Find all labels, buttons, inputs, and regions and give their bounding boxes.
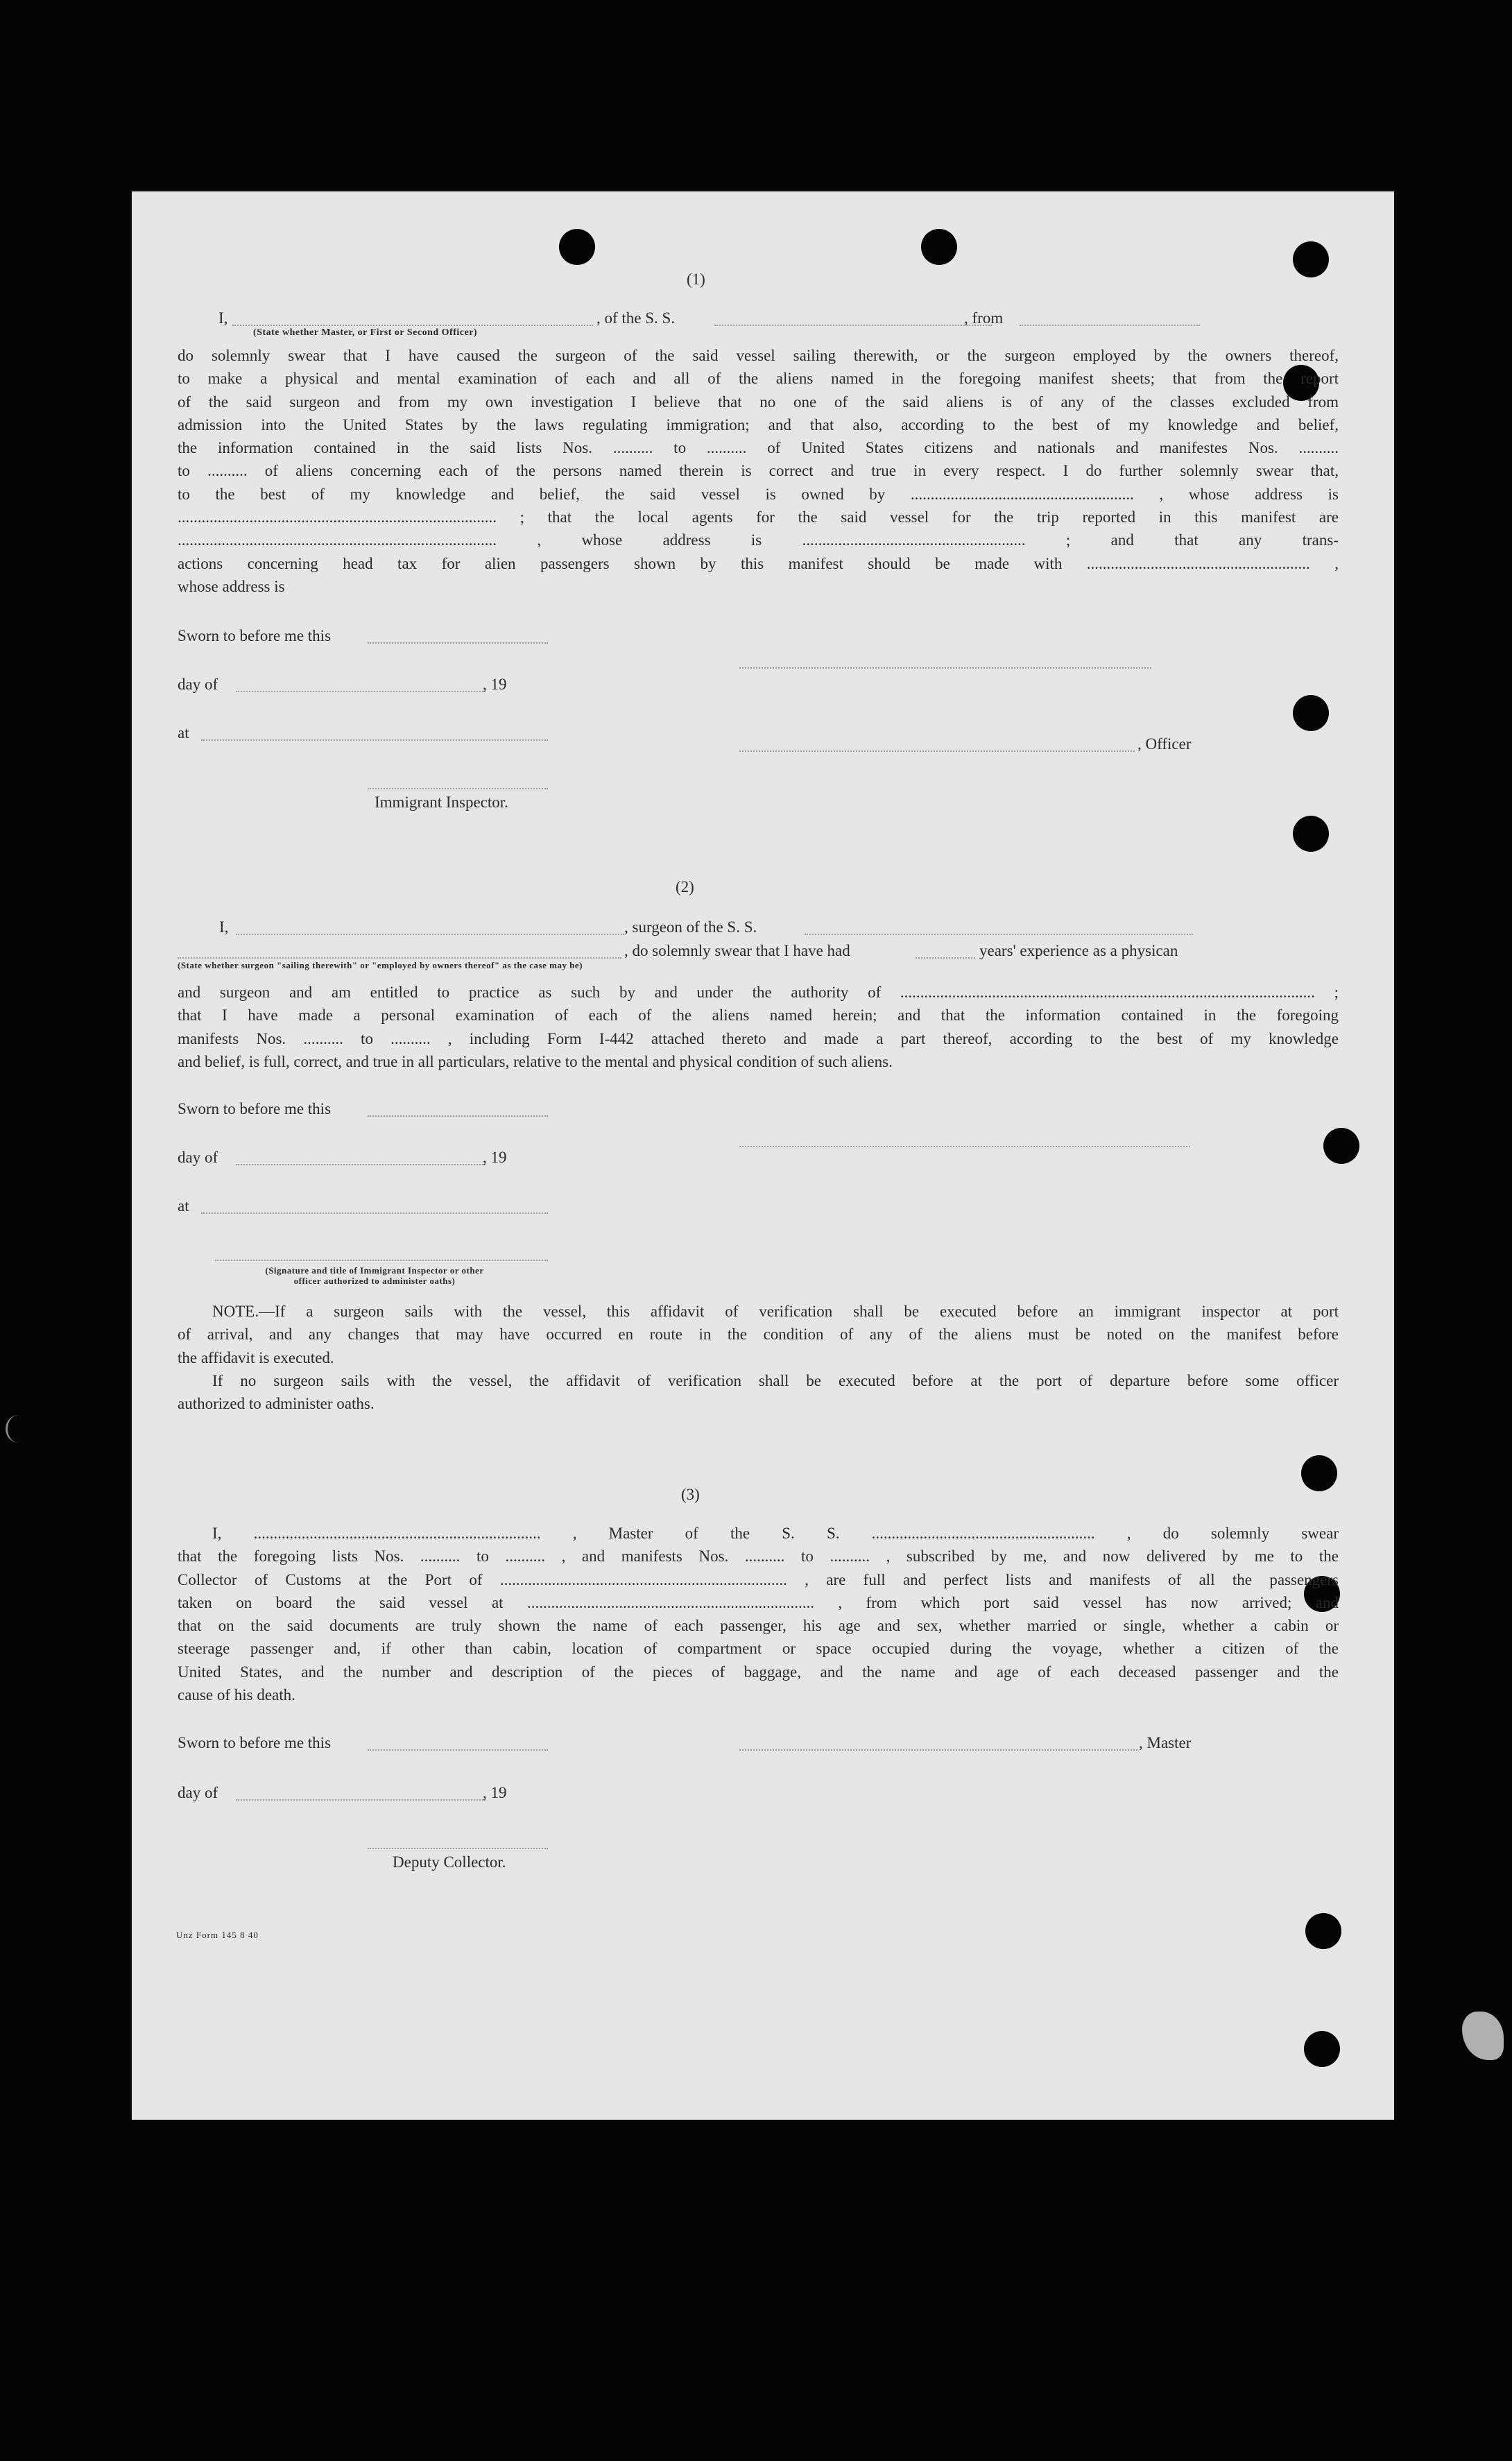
sworn-label: Sworn to before me this — [178, 1100, 332, 1117]
margin-mark — [6, 1415, 31, 1443]
body-line: the information contained in the said lists Nos. .......... to .......... of United States citizens and nationals and manifestes Nos. .......... — [178, 439, 1339, 457]
signature-note-line: (Signature and title of Immigrant Inspector or other — [265, 1265, 484, 1276]
day-of-label: day of — [178, 1784, 218, 1801]
body-line: to the best of my knowledge and belief, the said vessel is owned by ........................................................ , whose address is — [178, 485, 1339, 503]
year-label: , 19 — [483, 1784, 507, 1801]
master-signature-line — [739, 1749, 1137, 1751]
body-line: to make a physical and mental examination of each and all of the aliens named in the foregoing manifest sheets; that from the report — [178, 370, 1339, 388]
body-line: that the foregoing lists Nos. .......... to .......... , and manifests Nos. .......... to .......... , subscribed by me, and now delivered by me to the — [178, 1547, 1339, 1566]
at-label: at — [178, 724, 189, 741]
surgeon-name-field — [236, 934, 624, 935]
body-line: admission into the United States by the laws regulating immigration; and that also, according to the best of my knowledge and belief, — [178, 415, 1339, 434]
body-line: do solemnly swear that I have caused the surgeon of the said vessel sailing therewith, or the surgeon employed by the owners thereof, — [178, 347, 1339, 364]
body-line: ................................................................................ , whose address is ........................................................ ; and that any trans- — [178, 531, 1339, 549]
surgeon-of-label: , surgeon of the S. S. — [624, 918, 757, 936]
signature-note-line: officer authorized to administer oaths) — [293, 1276, 456, 1286]
sworn-field — [368, 642, 548, 644]
body-line: Collector of Customs at the Port of ........................................................................ , are full and perfect lists and manifests of all the passengers — [178, 1570, 1339, 1588]
note-line: of arrival, and any changes that may have occurred en route in the condition of any of the aliens must be noted on the manifest before — [178, 1326, 1339, 1344]
body-line: whose address is — [178, 577, 285, 595]
body-line: manifests Nos. .......... to .......... , including Form I-442 attached thereto and made a part thereof, according to the best of my knowledge — [178, 1029, 1339, 1047]
body-line: taken on board the said vessel at ........................................................................ , from which port said vessel has now arrived; and — [178, 1593, 1339, 1611]
at-label: at — [178, 1197, 189, 1215]
punch-hole — [1293, 241, 1329, 277]
section-2-body — [178, 981, 1339, 1073]
swear-label: , do solemnly swear that I have had — [624, 942, 850, 959]
punch-hole — [559, 229, 595, 265]
body-line: United States, and the number and description of the pieces of baggage, and the name and age of each deceased passenger and the — [178, 1663, 1339, 1681]
deputy-signature-line — [368, 1848, 548, 1849]
section-1-opening: I, — [218, 309, 228, 327]
body-line: cause of his death. — [178, 1686, 295, 1704]
year-label: , 19 — [483, 1149, 507, 1166]
body-line: actions concerning head tax for alien passengers shown by this manifest should be made with ........................................................ , — [178, 554, 1339, 572]
day-of-label: day of — [178, 676, 218, 693]
document-page — [132, 191, 1394, 2120]
signature-note — [201, 1265, 548, 1286]
inspector-label: Immigrant Inspector. — [375, 794, 508, 811]
signature-line — [739, 667, 1151, 669]
note-line: NOTE.—If a surgeon sails with the vessel, this affidavit of verification shall be executed before an immigrant inspector at port — [212, 1303, 1339, 1320]
note-line: If no surgeon sails with the vessel, the affidavit of verification shall be executed before at the port of departure before some officer — [212, 1371, 1339, 1389]
punch-hole — [1293, 695, 1329, 731]
body-line: of the said surgeon and from my own investigation I believe that no one of the said aliens is of any of the classes excluded from — [178, 393, 1339, 411]
section-3-number: (3) — [681, 1486, 700, 1503]
punch-hole — [1323, 1128, 1359, 1164]
body-line: and belief, is full, correct, and true in all particulars, relative to the mental and physical condition of such aliens. — [178, 1052, 893, 1070]
section-2-opening: I, — [219, 918, 229, 936]
section-1-number: (1) — [687, 271, 705, 288]
inspector-signature-line — [215, 1260, 548, 1261]
punch-hole — [1304, 2031, 1340, 2067]
note-line: the affidavit is executed. — [178, 1348, 334, 1366]
officer-signature-line — [739, 751, 1135, 752]
body-line: and surgeon and am entitled to practice as such by and under the authority of ........................................................................................................ ; — [178, 984, 1339, 1001]
at-field — [201, 739, 548, 741]
years-label: years' experience as a physican — [979, 942, 1178, 959]
vessel-field — [714, 325, 992, 326]
body-line: I, ........................................................................ , Master of the S. S. ........................................................ , do solemnly swear — [212, 1525, 1339, 1542]
surgeon-vessel-field — [805, 934, 1193, 935]
body-line: steerage passenger and, if other than cabin, location of compartment or space occupied during the voyage, whether a citizen of the — [178, 1640, 1339, 1658]
master-name-field — [232, 325, 593, 326]
officer-label: , Officer — [1137, 735, 1192, 753]
deputy-label: Deputy Collector. — [393, 1853, 506, 1871]
years-field — [916, 957, 975, 959]
day-of-label: day of — [178, 1149, 218, 1166]
at-field — [201, 1212, 548, 1214]
note-line: authorized to administer oaths. — [178, 1395, 375, 1413]
day-of-field — [236, 1799, 486, 1801]
body-line: that on the said documents are truly shown the name of each passenger, his age and sex, whether married or single, whether a cabin or — [178, 1617, 1339, 1635]
inspector-signature-line — [368, 788, 548, 789]
section-2-number: (2) — [676, 878, 694, 895]
form-number: Unz Form 145 8 40 — [176, 1930, 259, 1940]
note-block — [178, 1300, 1339, 1415]
surgeon-status-field — [178, 957, 621, 959]
surgeon-status-note: (State whether surgeon "sailing therewith" or "employed by owners thereof" as the case may be) — [178, 960, 583, 970]
from-label: , from — [964, 309, 1004, 327]
master-label: , Master — [1139, 1734, 1192, 1751]
body-line: that I have made a personal examination of each of the aliens named herein; and that the information contained in the foregoing — [178, 1006, 1339, 1024]
section-1-body — [178, 344, 1339, 598]
section-3-body — [178, 1522, 1339, 1706]
punch-hole — [921, 229, 957, 265]
day-of-field — [236, 691, 486, 692]
from-field — [1020, 325, 1200, 326]
surgeon-signature-line — [739, 1146, 1190, 1147]
year-label: , 19 — [483, 676, 507, 693]
margin-mark — [1462, 2012, 1504, 2060]
punch-hole — [1301, 1455, 1337, 1491]
punch-hole — [1305, 1913, 1341, 1949]
vessel-label: , of the S. S. — [596, 309, 676, 327]
role-note: (State whether Master, or First or Second Officer) — [253, 327, 478, 338]
sworn-field — [368, 1115, 548, 1117]
body-line: ................................................................................ ; that the local agents for the said vessel for the trip reported in this manifest are — [178, 508, 1339, 526]
body-line: to .......... of aliens concerning each of the persons named therein is correct and true in every respect. I do further solemnly swear that, — [178, 462, 1339, 480]
day-of-field — [236, 1164, 486, 1165]
punch-hole — [1293, 816, 1329, 852]
sworn-label: Sworn to before me this — [178, 627, 332, 644]
sworn-label: Sworn to before me this — [178, 1734, 332, 1751]
sworn-field — [368, 1749, 548, 1751]
